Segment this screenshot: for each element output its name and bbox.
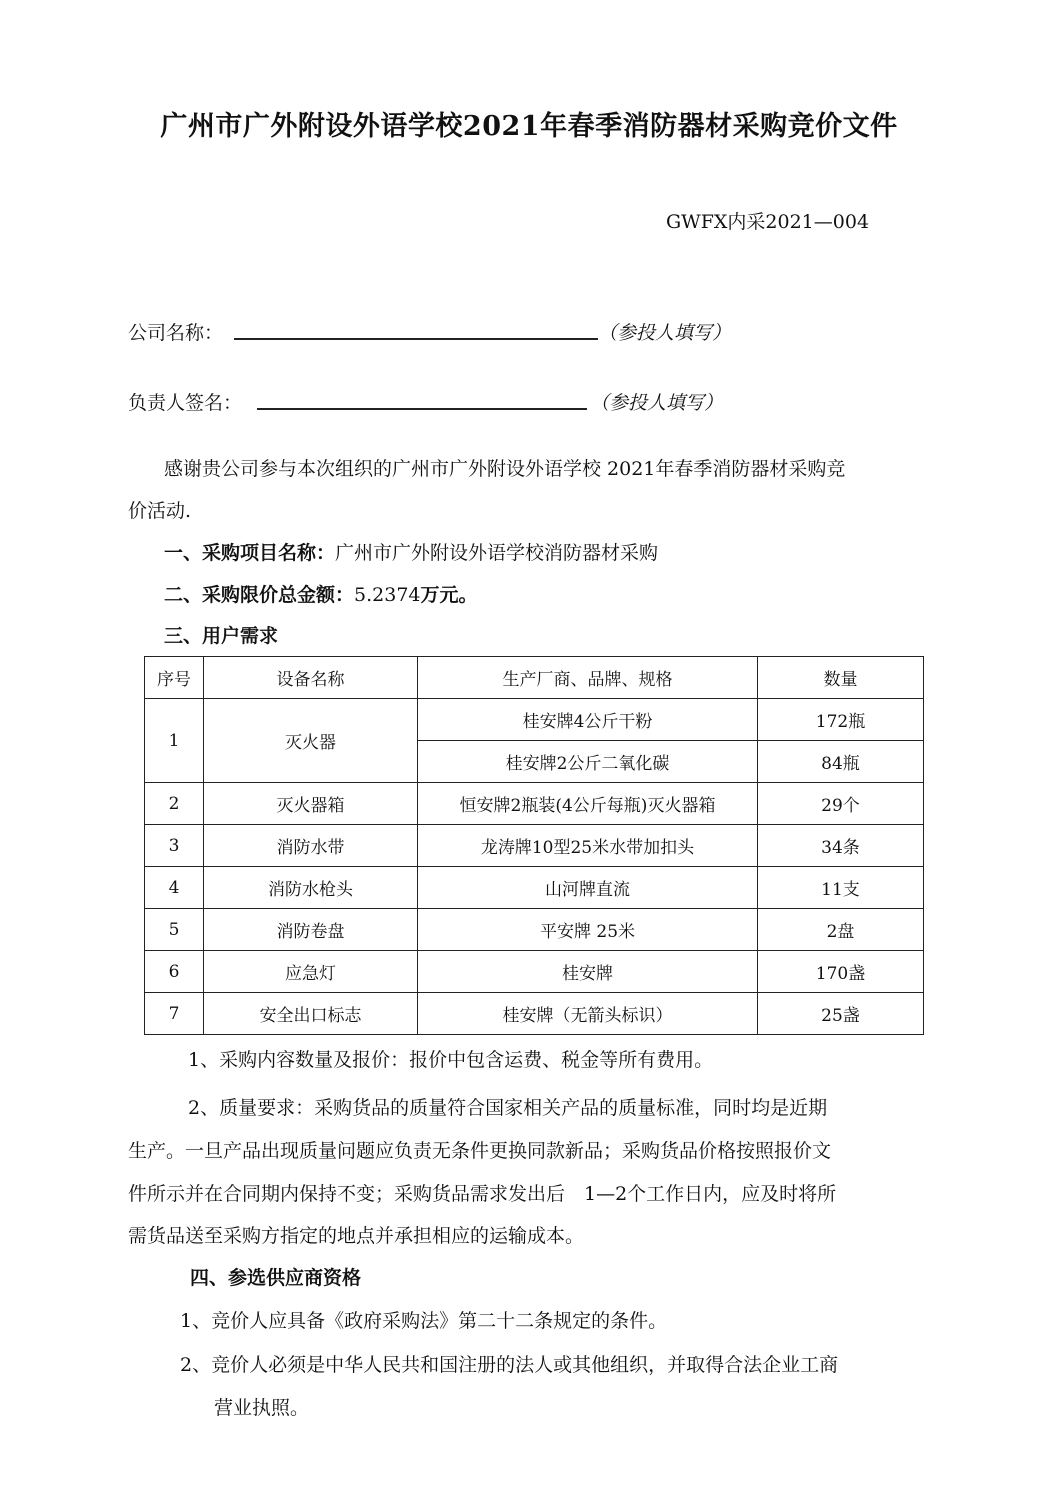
section-1-heading: 一、采购项目名称： (164, 542, 336, 564)
table-row (145, 867, 924, 909)
header-no: 序号 (145, 657, 204, 699)
row-name: 消防卷盘 (204, 909, 418, 951)
row-name: 消防水枪头 (204, 867, 418, 909)
row-qty: 84瓶 (758, 741, 924, 783)
section-4-heading: 四、参选供应商资格 (190, 1267, 362, 1289)
row-spec: 恒安牌2瓶装(4公斤每瓶)灭火器箱 (418, 783, 758, 825)
row-name: 灭火器 (204, 699, 418, 783)
row-qty: 29个 (758, 783, 924, 825)
signer-label: 负责人签名： (128, 392, 243, 414)
row-qty: 25盏 (758, 993, 924, 1035)
row-name: 安全出口标志 (204, 993, 418, 1035)
row-no: 6 (145, 951, 204, 993)
row-name: 灭火器箱 (204, 783, 418, 825)
row-name: 消防水带 (204, 825, 418, 867)
section-1 (164, 535, 658, 571)
row-no: 1 (145, 699, 204, 783)
section-1-text: 广州市广外附设外语学校消防器材采购 (335, 542, 659, 564)
document-title: 广州市广外附设外语学校2021年春季消防器材采购竞价文件 (160, 111, 898, 142)
section-2-unit: 万元。 (420, 584, 478, 606)
row-spec: 桂安牌 (418, 951, 758, 993)
row-qty: 172瓶 (758, 699, 924, 741)
document-number: GWFX内采2021—004 (666, 211, 870, 233)
section-2-heading: 二、采购限价总金额： (164, 584, 355, 606)
table-row (145, 951, 924, 993)
section-3-heading: 三、用户需求 (164, 625, 279, 647)
row-qty: 170盏 (758, 951, 924, 993)
row-name: 应急灯 (204, 951, 418, 993)
row-no: 5 (145, 909, 204, 951)
table-row (145, 909, 924, 951)
note-1: 1、采购内容数量及报价：报价中包含运费、税金等所有费用。 (188, 1049, 714, 1071)
row-no: 4 (145, 867, 204, 909)
requirements-table (144, 656, 924, 1035)
section-2-amount: 5.2374 (354, 584, 421, 606)
row-qty: 34条 (758, 825, 924, 867)
note-2-line-2: 生产。一旦产品出现质量问题应负责无条件更换同款新品；采购货品价格按照报价文 (128, 1140, 832, 1162)
row-qty: 2盘 (758, 909, 924, 951)
row-no: 3 (145, 825, 204, 867)
header-spec: 生产厂商、品牌、规格 (418, 657, 758, 699)
intro-line-1: 感谢贵公司参与本次组织的广州市广外附设外语学校 2021年春季消防器材采购竞 (164, 458, 846, 480)
section-4-item-1: 1、竞价人应具备《政府采购法》第二十二条规定的条件。 (180, 1310, 668, 1332)
table-row (145, 825, 924, 867)
table-row (145, 783, 924, 825)
note-2-line-4: 需货品送至采购方指定的地点并承担相应的运输成本。 (128, 1225, 585, 1247)
signer-input-line[interactable] (257, 408, 587, 410)
table-row (145, 699, 924, 741)
row-spec: 桂安牌2公斤二氧化碳 (418, 741, 758, 783)
company-name-label: 公司名称： (128, 322, 224, 344)
row-spec: 平安牌 25米 (418, 909, 758, 951)
signer-hint: （参投人填写） (590, 392, 724, 414)
note-2-line-1: 2、质量要求：采购货品的质量符合国家相关产品的质量标准，同时均是近期 (188, 1097, 828, 1119)
header-qty: 数量 (758, 657, 924, 699)
table-header-row (145, 657, 924, 699)
intro-line-2: 价活动. (128, 500, 192, 522)
row-spec: 山河牌直流 (418, 867, 758, 909)
company-name-hint: （参投人填写） (598, 322, 732, 344)
note-2-line-3: 件所示并在合同期内保持不变；采购货品需求发出后 1—2个工作日内，应及时将所 (128, 1183, 837, 1205)
header-name: 设备名称 (204, 657, 418, 699)
section-4-item-2-line-1: 2、竞价人必须是中华人民共和国注册的法人或其他组织，并取得合法企业工商 (180, 1354, 839, 1376)
section-4-item-2-line-2: 营业执照。 (214, 1397, 310, 1419)
table-row (145, 993, 924, 1035)
row-spec: 龙涛牌10型25米水带加扣头 (418, 825, 758, 867)
section-2 (164, 577, 478, 613)
row-spec: 桂安牌（无箭头标识） (418, 993, 758, 1035)
company-name-input-line[interactable] (234, 338, 598, 340)
row-no: 2 (145, 783, 204, 825)
row-spec: 桂安牌4公斤干粉 (418, 699, 758, 741)
row-qty: 11支 (758, 867, 924, 909)
row-no: 7 (145, 993, 204, 1035)
